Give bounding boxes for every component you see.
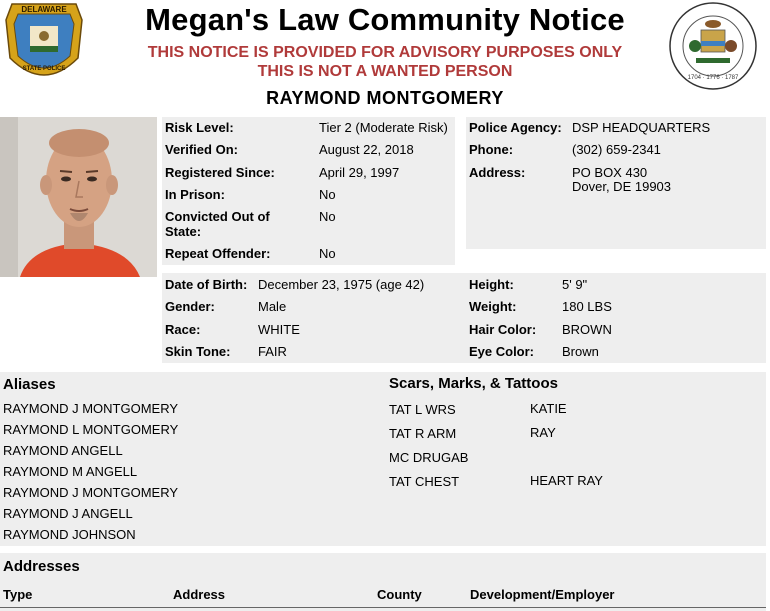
risk-level-label: Risk Level: [165, 120, 234, 135]
smt-desc: RAY [530, 425, 556, 440]
smt-heading: Scars, Marks, & Tattoos [389, 375, 558, 392]
eye-color-value: Brown [562, 344, 599, 359]
addresses-panel [0, 553, 766, 611]
offender-photo [0, 117, 157, 277]
aliases-list [3, 401, 178, 548]
smt-row [389, 425, 759, 449]
smt-type: MC DRUGAB [389, 450, 469, 465]
height-value: 5' 9" [562, 277, 588, 292]
badge-bottom-text: STATE POLICE [22, 66, 66, 72]
convicted-out-value: No [319, 209, 336, 224]
alias-item: RAYMOND J MONTGOMERY [3, 485, 179, 500]
page-title: Megan's Law Community Notice [145, 2, 625, 37]
smt-row [389, 473, 759, 497]
repeat-offender-value: No [319, 246, 336, 261]
advisory-line-1: THIS NOTICE IS PROVIDED FOR ADVISORY PURPOSES ONLY [147, 44, 623, 61]
addresses-col-address: Address [173, 587, 226, 602]
dob-value: December 23, 1975 (age 42) [258, 277, 425, 292]
addresses-col-type: Type [3, 587, 33, 602]
verified-on-label: Verified On: [165, 142, 238, 157]
skin-tone-value: FAIR [258, 344, 287, 359]
convicted-out-label-1: Convicted Out of [165, 209, 270, 224]
address-line-1: PO BOX 430 [572, 165, 648, 180]
registered-since-label: Registered Since: [165, 165, 275, 180]
verified-on-value: August 22, 2018 [319, 142, 414, 157]
dob-label: Date of Birth: [165, 277, 248, 292]
weight-label: Weight: [469, 299, 517, 314]
hair-color-label: Hair Color: [469, 322, 537, 337]
phone-label: Phone: [469, 142, 514, 157]
weight-value: 180 LBS [562, 299, 612, 314]
risk-level-value: Tier 2 (Moderate Risk) [319, 120, 448, 135]
registered-since-value: April 29, 1997 [319, 165, 400, 180]
smt-row [389, 449, 759, 473]
repeat-offender-label: Repeat Offender: [165, 246, 271, 261]
height-label: Height: [469, 277, 514, 292]
alias-item: RAYMOND JOHNSON [3, 527, 136, 542]
smt-type: TAT CHEST [389, 474, 460, 489]
skin-tone-label: Skin Tone: [165, 344, 231, 359]
addresses-header-rule [0, 607, 766, 608]
gender-value: Male [258, 299, 287, 314]
race-label: Race: [165, 322, 201, 337]
smt-list [389, 401, 759, 497]
addresses-col-development: Development/Employer [470, 587, 615, 602]
smt-desc: HEART RAY [530, 473, 603, 488]
address-line-2: Dover, DE 19903 [572, 179, 672, 194]
physical-panel [162, 273, 766, 363]
alias-item: RAYMOND L MONTGOMERY [3, 422, 179, 437]
badge-top-text: DELAWARE [21, 5, 67, 14]
addresses-heading: Addresses [3, 558, 80, 575]
address-label: Address: [469, 165, 526, 180]
offender-name: RAYMOND MONTGOMERY [266, 88, 504, 108]
convicted-out-label-2: State: [165, 224, 202, 239]
in-prison-label: In Prison: [165, 187, 225, 202]
hair-color-value: BROWN [562, 322, 612, 337]
aliases-heading: Aliases [3, 376, 56, 393]
alias-item: RAYMOND J MONTGOMERY [3, 401, 179, 416]
smt-type: TAT R ARM [389, 426, 457, 441]
smt-row [389, 401, 759, 425]
eye-color-label: Eye Color: [469, 344, 535, 359]
seal-years: 1704 · 1776 · 1787 [687, 75, 739, 81]
alias-item: RAYMOND ANGELL [3, 443, 123, 458]
alias-item: RAYMOND J ANGELL [3, 506, 133, 521]
police-agency-label: Police Agency: [469, 120, 562, 135]
gender-label: Gender: [165, 299, 215, 314]
alias-item: RAYMOND M ANGELL [3, 464, 138, 479]
phone-value: (302) 659-2341 [572, 142, 661, 157]
smt-desc: KATIE [530, 401, 567, 416]
in-prison-value: No [319, 187, 336, 202]
race-value: WHITE [258, 322, 300, 337]
advisory-line-2: THIS IS NOT A WANTED PERSON [257, 63, 513, 80]
police-agency-value: DSP HEADQUARTERS [572, 120, 711, 135]
addresses-col-county: County [377, 587, 422, 602]
smt-type: TAT L WRS [389, 402, 456, 417]
